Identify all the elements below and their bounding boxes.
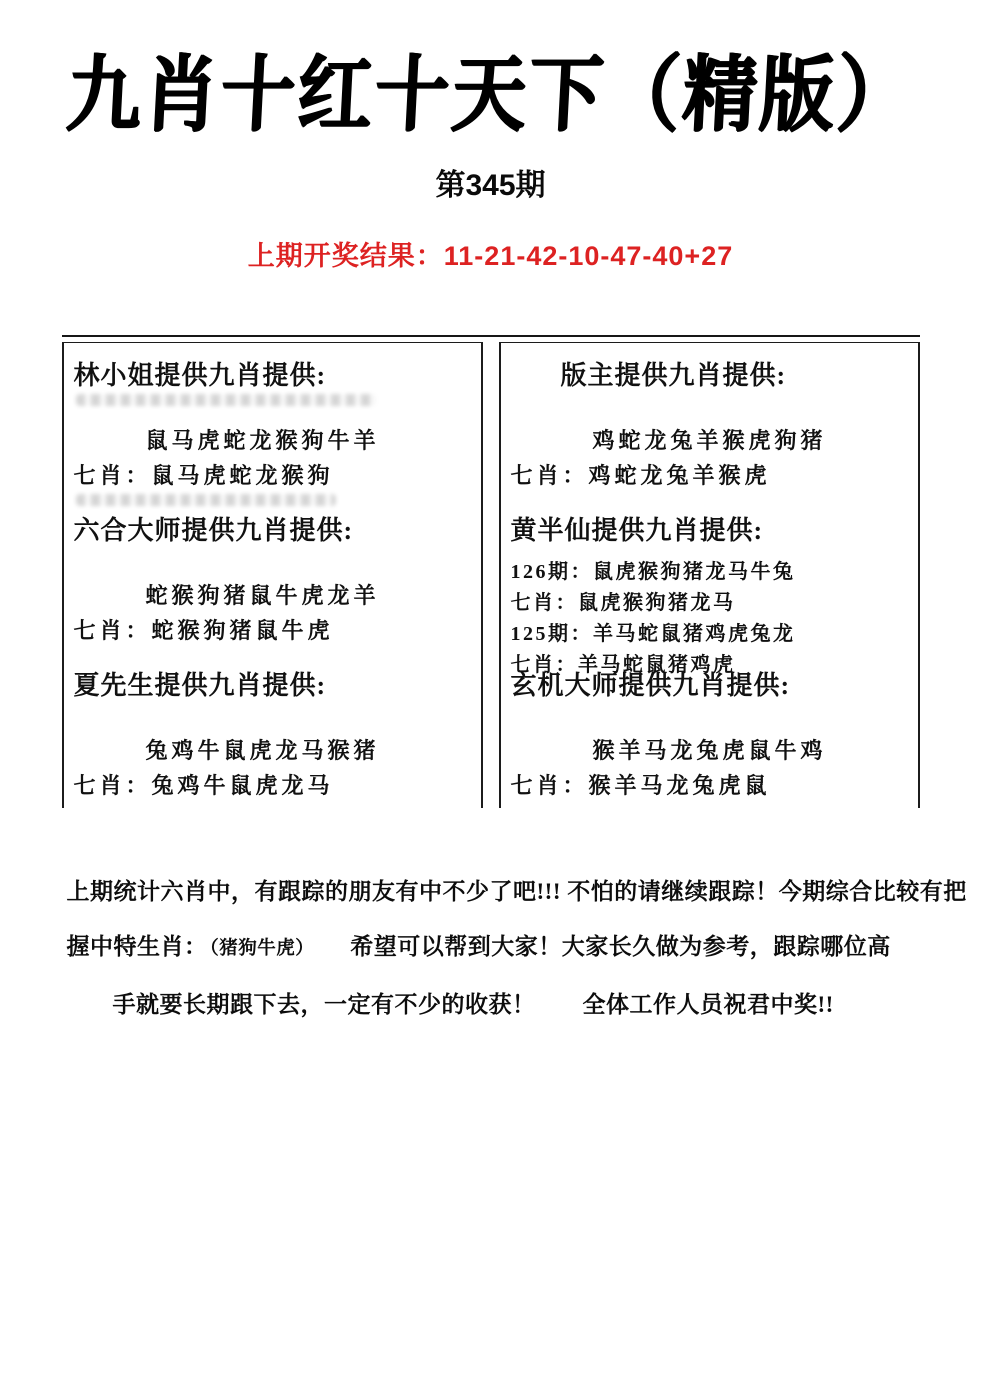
seven-zodiac-line: 七肖：羊马蛇鼠猪鸡虎: [510, 653, 736, 676]
erased-text-smudge: [76, 394, 376, 406]
summary-line-3: 手就要长期跟下去，一定有不少的收获！ 全体工作人员祝君中奖!!: [112, 991, 834, 1017]
panel-header: 版主提供九肖提供:: [560, 360, 787, 390]
period-label: 第345期: [435, 168, 546, 202]
summary-line-1: 上期统计六肖中，有跟踪的朋友有中不少了吧!!! 不怕的请继续跟踪！今期综合比较有把: [66, 878, 967, 904]
panel-banzhu: [501, 343, 918, 498]
nine-zodiac-line: 鼠马虎蛇龙猴狗牛羊: [145, 427, 380, 453]
summary-line-2-rest: 希望可以帮到大家！大家长久做为参考，跟踪哪位高: [350, 933, 891, 959]
page-title: 九肖十红十天下（精版）: [64, 46, 917, 144]
special-zodiac-picks: （猪狗牛虎）: [209, 938, 315, 959]
seven-zodiac-line: 七肖：鼠马虎蛇龙猴狗: [73, 462, 334, 488]
seven-zodiac-line: 七肖：蛇猴狗猪鼠牛虎: [73, 617, 334, 643]
panel-liuhe-dashi: [64, 498, 481, 653]
panel-linxiaojie: [64, 343, 481, 498]
panel-header: 六合大师提供九肖提供:: [73, 515, 354, 545]
last-result-label: 上期开奖结果：: [247, 240, 444, 271]
panel-xuanji-dashi: [501, 653, 918, 808]
summary-paragraph: [66, 864, 967, 1032]
board-right-column: [499, 342, 920, 808]
nine-zodiac-line: 兔鸡牛鼠虎龙马猴猪: [145, 737, 380, 763]
seven-zodiac-line: 七肖：鸡蛇龙兔羊猴虎: [510, 462, 771, 488]
board-left-column: [62, 342, 483, 808]
nine-zodiac-line: 鸡蛇龙兔羊猴虎狗猪: [592, 427, 827, 453]
seven-zodiac-line: 七肖：鼠虎猴狗猪龙马: [510, 591, 736, 614]
summary-line-2: [67, 919, 915, 977]
seven-zodiac-line: 七肖：猴羊马龙兔虎鼠: [510, 772, 771, 798]
predictions-board: [62, 335, 920, 808]
period-125-line: 125期：羊马蛇鼠猪鸡虎兔龙: [510, 622, 796, 645]
special-zodiac-label: 握中特生肖：: [66, 933, 208, 959]
last-result-numbers: 11-21-42-10-47-40+27: [443, 240, 734, 271]
panel-header: 玄机大师提供九肖提供:: [510, 670, 791, 700]
panel-xiaxiansheng: [64, 653, 481, 808]
panel-header: 林小姐提供九肖提供:: [73, 360, 327, 390]
nine-zodiac-line: 蛇猴狗猪鼠牛虎龙羊: [145, 582, 380, 608]
panel-header: 夏先生提供九肖提供:: [73, 670, 327, 700]
panel-header: 黄半仙提供九肖提供:: [510, 515, 764, 545]
nine-zodiac-line: 猴羊马龙兔虎鼠牛鸡: [592, 737, 827, 763]
panel-huangbanxian: [501, 498, 918, 676]
period-126-line: 126期：鼠虎猴狗猪龙马牛兔: [510, 560, 796, 583]
seven-zodiac-line: 七肖：兔鸡牛鼠虎龙马: [73, 772, 334, 798]
last-result-line: [0, 234, 981, 273]
